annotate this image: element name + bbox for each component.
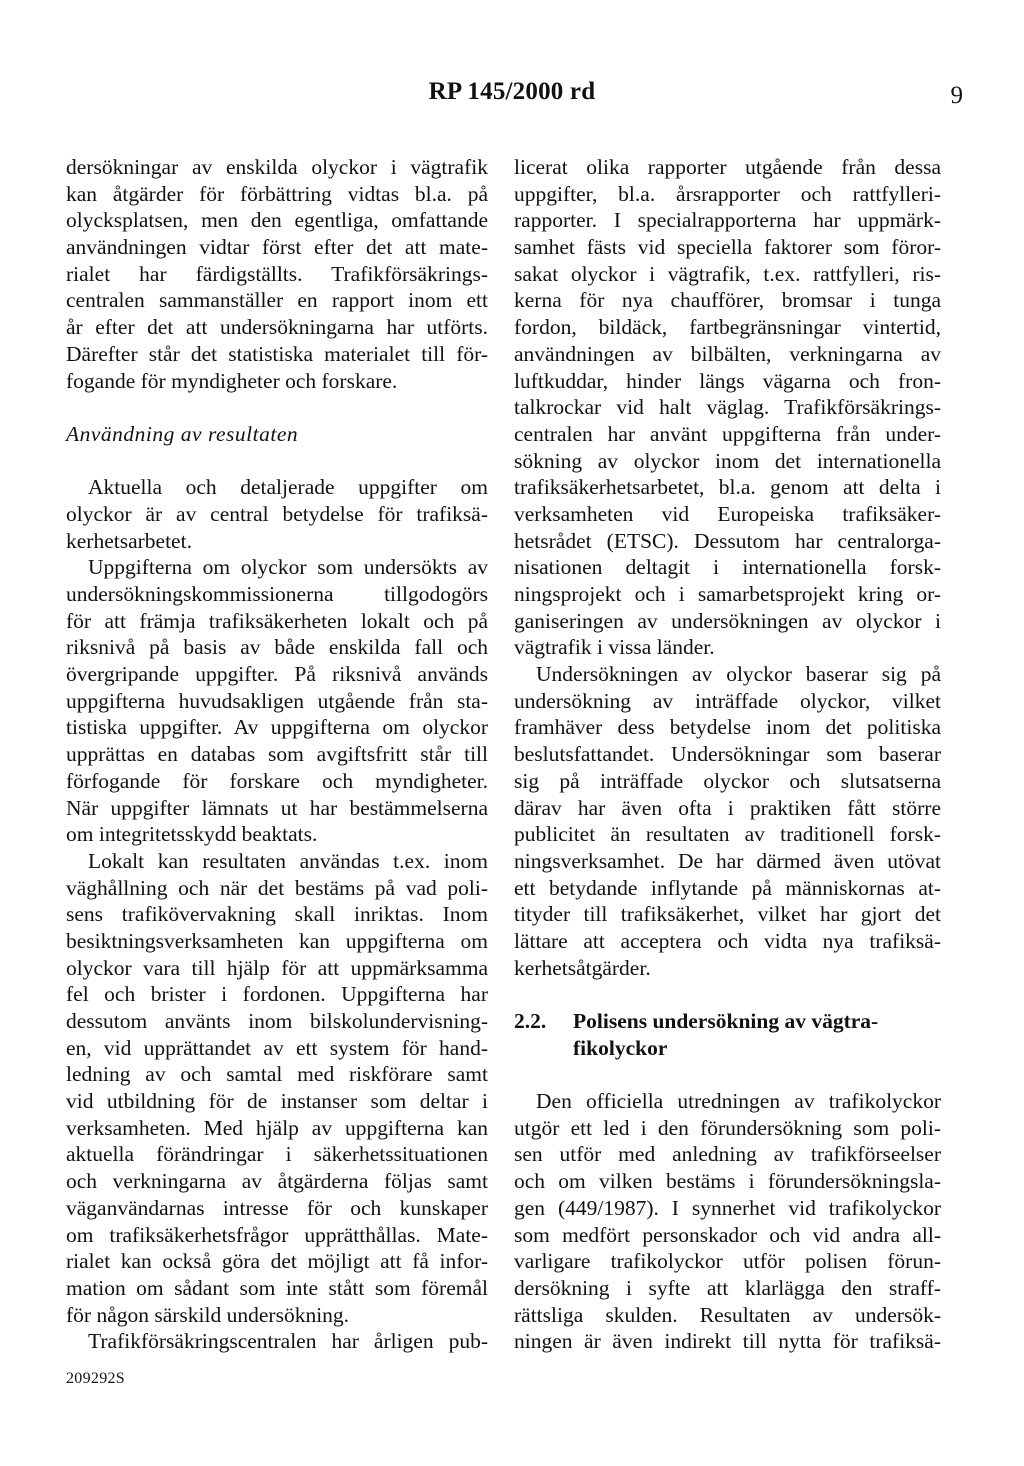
text-line: förfogande för forskare och myndigheter. (66, 768, 488, 793)
paragraph (66, 554, 488, 848)
text-line: rialet kan också göra det möjligt att få infor- (66, 1249, 488, 1274)
text-line: väghållning och när det bestäms på vad poli- (66, 875, 488, 900)
text-line: tityder till trafiksäkerhet, vilket har gjort det (514, 902, 941, 927)
text-line: Lokalt kan resultaten användas t.ex. inom (88, 848, 488, 873)
text-line: Aktuella och detaljerade uppgifter om (88, 475, 488, 500)
text-line: besiktningsverksamheten kan uppgifterna om (66, 928, 488, 953)
paragraph (66, 1328, 488, 1355)
text-line: Trafikförsäkringscentralen har årligen pub- (88, 1329, 488, 1354)
text-line: olycksplatsen, men den egentliga, omfattande (66, 208, 488, 233)
text-line: därav har även ofta i praktiken fått större (514, 795, 941, 820)
text-line: hetsrådet (ETSC). Dessutom har centralorga- (514, 528, 941, 553)
text-line: år efter det att undersökningarna har utförts. (66, 315, 488, 340)
text-line: vid utbildning för de instanser som deltar i (66, 1089, 488, 1114)
text-line: Därefter står det statistiska materialet till för- (66, 341, 488, 366)
text-line: mation om sådant som inte stått som föremål (66, 1275, 488, 1300)
text-line: kerhetsåtgärder. (514, 955, 651, 980)
text-line: kan åtgärder för förbättring vidtas bl.a. på (66, 181, 488, 206)
text-line: Den officiella utredningen av trafikolyckor (536, 1089, 941, 1114)
text-line: fogande för myndigheter och forskare. (66, 368, 398, 393)
text-line: upprättas en databas som avgiftsfritt står till (66, 742, 488, 767)
text-line: sens trafikövervakning skall inriktas. Inom (66, 902, 488, 927)
text-line: utgör ett led i den förundersökning som poli- (514, 1115, 941, 1140)
text-line: rättsliga skulden. Resultaten av undersök- (514, 1302, 941, 1327)
text-line: sakat olyckor i vägtrafik, t.ex. rattfylleri, ris- (514, 261, 941, 286)
text-line: ledning av och samtal med riskförare samt (66, 1062, 488, 1087)
footer-code: 209292S (66, 1370, 125, 1387)
text-line: ningsprojekt och i samarbetsprojekt kring or- (514, 582, 941, 606)
text-line: licerat olika rapporter utgående från dessa (514, 155, 941, 179)
text-line: fel och brister i fordonen. Uppgifterna har (66, 982, 488, 1007)
text-line: centralen sammanställer en rapport inom ett (66, 288, 488, 313)
text-line: sig på inträffade olyckor och slutsatserna (514, 768, 941, 793)
text-line: Uppgifterna om olyckor som undersökts av (88, 555, 488, 580)
text-line: verksamheten. Med hjälp av uppgifterna kan (66, 1115, 488, 1140)
text-line: ett betydande inflytande på människornas at- (514, 875, 941, 900)
text-line: för att främja trafiksäkerheten lokalt och på (66, 608, 488, 633)
text-line: väganvändarnas intresse för och kunskaper (66, 1195, 488, 1220)
text-line: vägtrafik i vissa länder. (514, 635, 715, 660)
text-line: övergripande uppgifter. På riksnivå används (66, 662, 488, 687)
text-line: ningen är även indirekt till nytta för trafiksä- (514, 1329, 941, 1354)
paragraph (66, 154, 488, 394)
text-line: användningen av bilbälten, verkningarna av (514, 341, 941, 366)
text-line: nisationen deltagit i internationella forsk- (514, 555, 941, 580)
text-line: dessutom använts inom bilskolundervisning- (66, 1009, 488, 1033)
text-line: uppgifterna huvudsakligen utgående från sta- (66, 688, 488, 713)
text-line: olyckor är av central betydelse för trafiksä- (66, 501, 488, 526)
page-number: 9 (950, 82, 963, 109)
text-line: om trafiksäkerhetsfrågor upprätthållas. Mate- (66, 1222, 488, 1247)
text-line: publicitet än resultaten av traditionell forsk- (514, 822, 941, 847)
text-line: centralen har använt uppgifterna från under- (514, 421, 941, 446)
text-line: verksamheten vid Europeiska trafiksäker- (514, 501, 941, 526)
text-line: beslutsfattandet. Undersökningar som baserar (514, 742, 941, 767)
text-line: kerna för nya chaufförer, bromsar i tunga (514, 288, 941, 313)
text-line: rapporter. I specialrapporterna har uppmärk- (514, 208, 941, 233)
text-line: fordon, bildäck, fartbegränsningar vintertid, (514, 315, 941, 340)
text-line: samhet fästs vid speciella faktorer som föror- (514, 235, 941, 260)
text-line: talkrockar vid halt väglag. Trafikförsäkrings- (514, 395, 941, 420)
paragraph (514, 1088, 941, 1355)
text-line: undersökningskommissionerna tillgodogörs (66, 582, 488, 606)
text-line: framhäver dess betydelse inom det politiska (514, 715, 941, 740)
paragraph (514, 154, 941, 661)
text-line: tistiska uppgifter. Av uppgifterna om olyckor (66, 715, 488, 740)
section-heading (514, 1008, 941, 1061)
text-line: sen utför med anledning av trafikförseelser (514, 1142, 941, 1167)
text-line: undersökning av inträffade olyckor, vilket (514, 688, 941, 713)
section-title-line: Polisens undersökning av vägtra- (573, 1009, 879, 1033)
paragraph (66, 474, 488, 554)
section-title-line: fikolyckor (573, 1035, 668, 1060)
text-line: uppgifter, bl.a. årsrapporter och rattfylleri- (514, 181, 941, 206)
left-column (66, 154, 488, 1355)
right-column (514, 154, 941, 1355)
text-line: När uppgifter lämnats ut har bestämmelserna (66, 795, 488, 820)
paragraph (66, 848, 488, 1328)
text-line: lättare att acceptera och vidta nya trafiksä- (514, 928, 941, 953)
text-line: om integritetsskydd beaktats. (66, 822, 318, 847)
text-line: rialet har färdigställts. Trafikförsäkrings- (66, 261, 488, 286)
document-id: RP 145/2000 rd (428, 78, 596, 105)
text-line: användningen vidtar först efter det att mate- (66, 235, 488, 260)
section-number: 2.2. (514, 1009, 547, 1033)
text-line: dersökningar av enskilda olyckor i vägtrafik (66, 155, 488, 179)
text-line: varligare trafikolyckor utför polisen förun- (514, 1249, 941, 1274)
page-header (0, 78, 1024, 114)
text-line: riksnivå på basis av både enskilda fall och (66, 635, 488, 660)
text-line: som medfört personskador och vid andra all- (514, 1222, 941, 1247)
paragraph (514, 661, 941, 981)
text-line: gen (449/1987). I synnerhet vid trafikolyckor (514, 1195, 941, 1220)
subheading: Användning av resultaten (66, 421, 299, 446)
text-line: aktuella förändringar i säkerhetssituationen (66, 1142, 488, 1167)
text-line: olyckor vara till hjälp för att uppmärksamma (66, 955, 488, 980)
text-line: ganiseringen av undersökningen av olyckor i (514, 608, 941, 633)
text-line: för någon särskild undersökning. (66, 1302, 350, 1327)
text-line: luftkuddar, hinder längs vägarna och fron- (514, 368, 941, 393)
text-line: Undersökningen av olyckor baserar sig på (536, 662, 941, 687)
text-line: trafiksäkerhetsarbetet, bl.a. genom att delta i (514, 475, 941, 500)
text-line: en, vid upprättandet av ett system för hand- (66, 1035, 488, 1060)
text-line: och verkningarna av åtgärderna följas samt (66, 1169, 488, 1194)
text-line: kerhetsarbetet. (66, 528, 192, 553)
text-line: och om vilken bestäms i förundersökningsla- (514, 1169, 941, 1194)
text-line: ningsverksamhet. De har därmed även utövat (514, 848, 941, 873)
text-line: dersökning i syfte att klarlägga den straff- (514, 1275, 941, 1300)
text-line: sökning av olyckor inom det internationella (514, 448, 941, 473)
